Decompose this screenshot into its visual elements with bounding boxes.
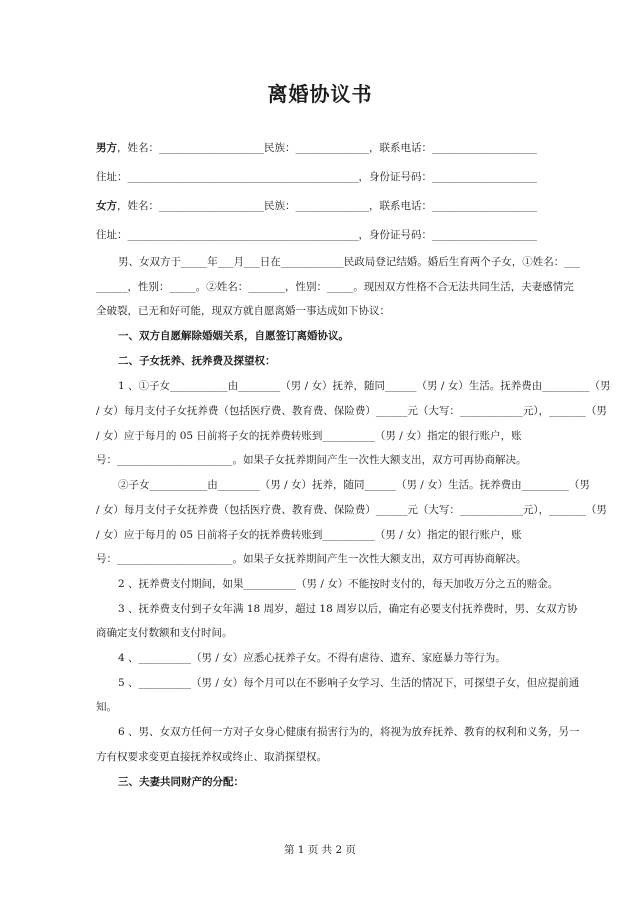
child2-line-4: 号：______________________。如果子女抚养期间产生一次性大额支出，双方可再协商解决。 xyxy=(96,553,527,565)
female-info: ，姓名：____________________民族：______________，联系电话：____________________ xyxy=(117,200,537,212)
child2-line-3: / 女）应于每月的 05 日前将子女的抚养费转账到__________（男 / 女）指定的银行账户，账 xyxy=(96,529,522,541)
female-label: 女方 xyxy=(96,200,117,212)
page-footer: 第 1 页 共 2 页 xyxy=(283,844,357,856)
male-address-line: 住址：____________________________________________，身份证号码：____________________ xyxy=(96,171,537,183)
clause-4: 4 、__________（男 / 女）应悉心抚养子女。不得有虐待、遗弃、家庭暴力等行为。 xyxy=(118,652,506,664)
child1-line-3: / 女）应于每月的 05 日前将子女的抚养费转账到__________（男 / 女）指定的银行账户，账 xyxy=(96,430,522,442)
intro-line-1: 男、女双方于_____年___月___日在____________民政局登记结婚。婚后生育两个子女，①姓名：___ xyxy=(118,256,580,268)
intro-line-3: 全破裂，已无和好可能，现双方就自愿离婚一事达成如下协议： xyxy=(96,305,390,317)
child1-line-1: 1 、①子女___________由________（男 / 女）抚养，随同______（男 / 女）生活。抚养费由_________（男 xyxy=(118,380,611,392)
section-1-heading: 一、双方自愿解除婚姻关系，自愿签订离婚协议。 xyxy=(118,330,349,342)
male-label: 男方 xyxy=(96,142,117,154)
clause-6-line-2: 方有权要求变更直接抚养权或终止、取消探望权。 xyxy=(96,751,327,763)
section-3-heading: 三、夫妻共同财产的分配： xyxy=(118,776,244,788)
clause-6-line-1: 6 、男、女双方任何一方对子女身心健康有损害行为的，将视为放弃抚养、教育的权利和义务，另一 xyxy=(118,726,580,738)
child2-line-2: / 女）每月支付子女抚养费（包括医疗费、教育费、保险费）______元（大写：____________元），_______（男 xyxy=(96,504,607,516)
female-party-line xyxy=(96,199,552,213)
child1-line-2: / 女）每月支付子女抚养费（包括医疗费、教育费、保险费）______元（大写：____________元），_______（男 xyxy=(96,405,607,417)
document-title: 离婚协议书 xyxy=(267,82,373,106)
child2-line-1: ②子女___________由________（男 / 女）抚养，随同______（男 / 女）生活。抚养费由_________（男 xyxy=(118,479,590,491)
clause-5-line-2: 知。 xyxy=(96,701,117,713)
male-party-line xyxy=(96,141,552,155)
male-info: ，姓名：____________________民族：______________，联系电话：____________________ xyxy=(117,142,537,154)
intro-line-2: ______，性别：_____。②姓名：_______，性别：_____。现因双方性格不合无法共同生活，夫妻感情完 xyxy=(96,281,574,293)
clause-3-line-2: 商确定支付数额和支付时间。 xyxy=(96,627,233,639)
clause-3-line-1: 3 、抚养费支付到子女年满 18 周岁，超过 18 周岁以后，确定有必要支付抚养费时，男、女双方协 xyxy=(118,603,578,615)
female-address-line: 住址：____________________________________________，身份证号码：____________________ xyxy=(96,229,537,241)
clause-2: 2 、抚养费支付期间，如果__________（男 / 女）不能按时支付的，每天加收万分之五的赔金。 xyxy=(118,578,559,590)
child1-line-4: 号：______________________。如果子女抚养期间产生一次性大额支出，双方可再协商解决。 xyxy=(96,454,527,466)
section-2-heading: 二、子女抚养、抚养费及探望权： xyxy=(118,355,276,367)
clause-5-line-1: 5 、__________（男 / 女）每个月可以在不影响子女学习、生活的情况下，可探望子女，但应提前通 xyxy=(118,677,580,689)
